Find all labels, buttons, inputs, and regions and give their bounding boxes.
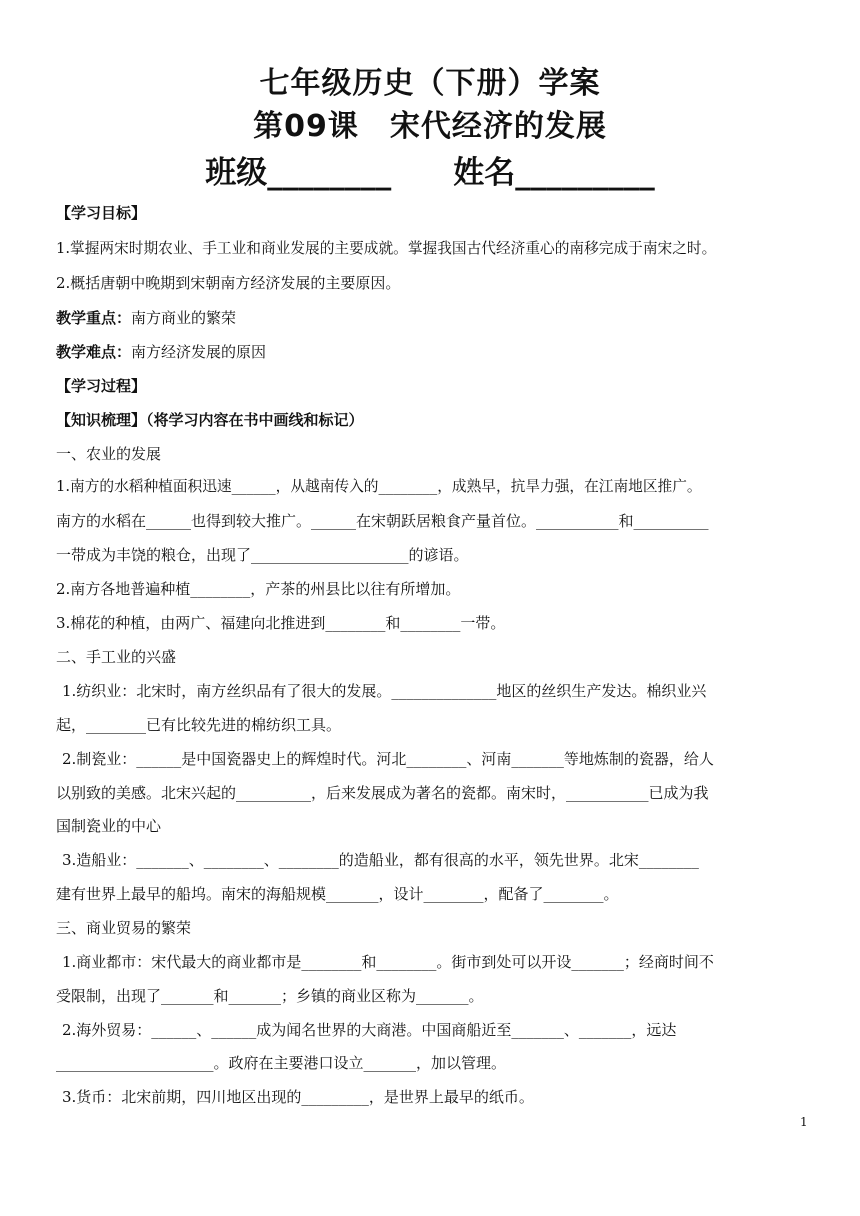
- text-line: 受限制，出现了_______和_______；乡镇的商业区称为_______。: [56, 987, 484, 1005]
- document-title: 七年级历史（下册）学案: [259, 66, 601, 101]
- section-heading-handicraft: 二、手工业的兴盛: [56, 648, 177, 666]
- difficulty-label: 教学难点：: [56, 343, 132, 361]
- text-line: 起，________已有比较先进的棉纺织工具。: [56, 716, 342, 734]
- text-line: 建有世界上最早的船坞。南宋的海船规模_______，设计________，配备了________。: [56, 885, 619, 903]
- text-line: _____________________。政府在主要港口设立_______，加以管理。: [56, 1054, 507, 1072]
- difficulty: [56, 342, 818, 362]
- lesson-title: 第09课 宋代经济的发展: [253, 109, 607, 144]
- page-number: 1: [800, 1115, 808, 1129]
- difficulty-value: 南方经济发展的原因: [131, 343, 267, 361]
- class-name-line: 班级________ 姓名_________: [205, 155, 655, 191]
- text-line: 1.商业都市：宋代最大的商业都市是________和________。街市到处可以开设_______；经商时间不: [62, 953, 714, 971]
- knowledge-heading-line: [56, 410, 818, 430]
- key-point-label: 教学重点：: [56, 309, 132, 327]
- text-line: 3.造船业：_______、________、________的造船业，都有很高的水平，领先世界。北宋________: [62, 851, 699, 869]
- text-line: 南方的水稻在______也得到较大推广。______在宋朝跃居粮食产量首位。___________和__________: [56, 512, 709, 530]
- text-line: 以别致的美感。北宋兴起的__________，后来发展成为著名的瓷都。南宋时，___________已成为我: [56, 784, 709, 802]
- section-heading-agriculture: 一、农业的发展: [56, 445, 162, 463]
- text-line: 2.海外贸易：______、______成为闻名世界的大商港。中国商船近至_______、_______，远达: [62, 1021, 677, 1039]
- goal-item-1: 1.掌握两宋时期农业、手工业和商业发展的主要成就。掌握我国古代经济重心的南移完成于南宋之时。: [56, 240, 717, 257]
- text-line: 2.南方各地普遍种植________，产茶的州县比以往有所增加。: [56, 580, 461, 598]
- knowledge-note: （将学习内容在书中画线和标记）: [146, 411, 364, 429]
- key-point: [56, 308, 818, 328]
- text-line: 3.棉花的种植，由两广、福建向北推进到________和________一带。: [56, 614, 506, 632]
- knowledge-heading: 【知识梳理】: [56, 411, 147, 429]
- section-heading-commerce: 三、商业贸易的繁荣: [56, 919, 192, 937]
- text-line: 3.货币：北宋前期，四川地区出现的_________，是世界上最早的纸币。: [62, 1088, 534, 1106]
- text-line: 国制瓷业的中心: [56, 817, 162, 835]
- process-heading: 【学习过程】: [56, 377, 147, 395]
- goal-item-2: 2.概括唐朝中晚期到宋朝南方经济发展的主要原因。: [56, 274, 401, 292]
- text-line: 2.制瓷业：______是中国瓷器史上的辉煌时代。河北________、河南_______等地炼制的瓷器，给人: [62, 750, 714, 768]
- text-line: 一带成为丰饶的粮仓，出现了_____________________的谚语。: [56, 546, 469, 564]
- key-point-value: 南方商业的繁荣: [131, 309, 237, 327]
- text-line: 1.纺织业：北宋时，南方丝织品有了很大的发展。______________地区的丝织生产发达。棉织业兴: [62, 682, 707, 700]
- text-line: 1.南方的水稻种植面积迅速______，从越南传入的________，成熟早，抗旱力强，在江南地区推广。: [56, 478, 702, 495]
- goals-heading: 【学习目标】: [56, 204, 147, 222]
